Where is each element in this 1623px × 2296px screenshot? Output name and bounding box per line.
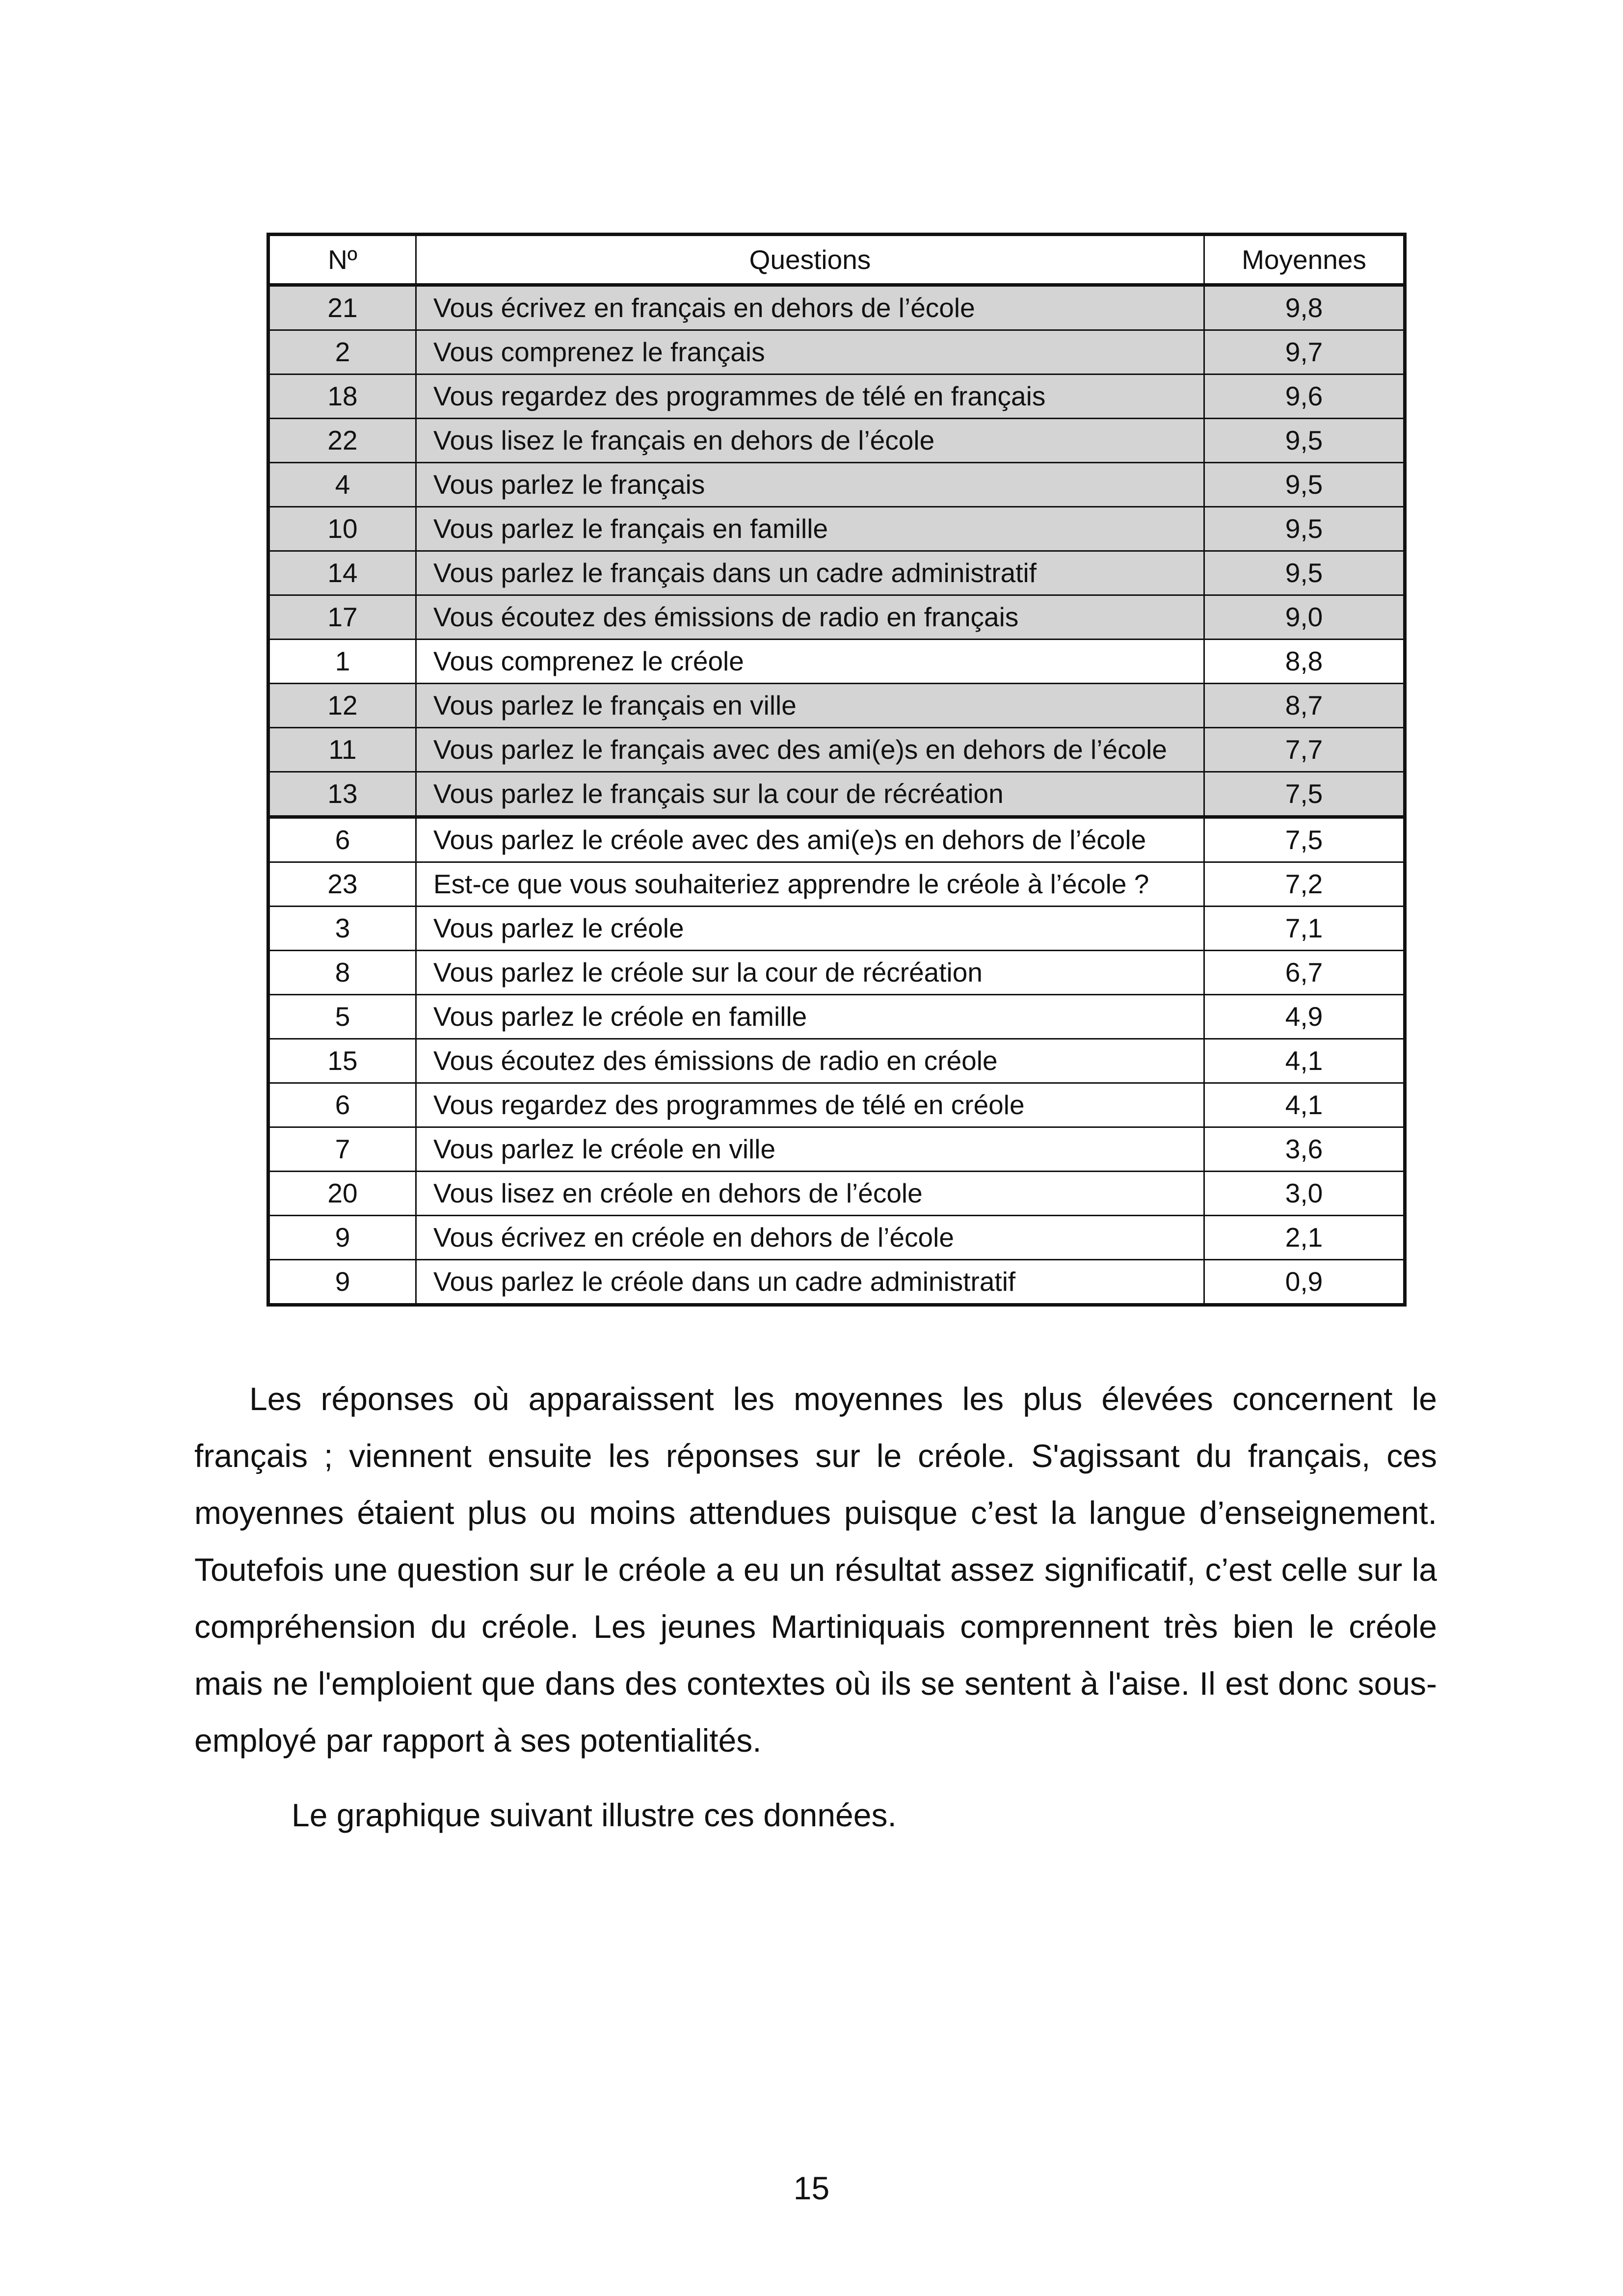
row-number: 6 <box>268 1083 416 1127</box>
row-question: Vous parlez le français en famille <box>416 507 1204 551</box>
row-number: 13 <box>268 772 416 817</box>
row-question: Vous parlez le français dans un cadre administratif <box>416 551 1204 595</box>
row-question: Vous parlez le français sur la cour de récréation <box>416 772 1204 817</box>
row-question: Vous parlez le créole dans un cadre administratif <box>416 1260 1204 1305</box>
row-question: Vous écrivez en français en dehors de l’école <box>416 285 1204 330</box>
row-number: 11 <box>268 728 416 772</box>
header-mean: Moyennes <box>1204 235 1405 285</box>
table-header-row <box>268 235 1405 285</box>
row-number: 14 <box>268 551 416 595</box>
table-row <box>268 463 1405 507</box>
table-row <box>268 995 1405 1039</box>
table-row <box>268 728 1405 772</box>
table-row <box>268 862 1405 907</box>
row-number: 22 <box>268 419 416 463</box>
row-mean: 4,1 <box>1204 1083 1405 1127</box>
row-number: 9 <box>268 1260 416 1305</box>
paragraph-analysis: Les réponses où apparaissent les moyennes les plus élevées concernent le français ; viennent ensuite les réponses sur le créole. S'agissant du français, ces moyennes étaient plus ou moins attendues puisque c’est la langue d’enseignement. Toutefois une question sur le créole a eu un résultat assez significatif, c’est celle sur la compréhension du créole. Les jeunes Martiniquais comprennent très bien le créole mais ne l'emploient que dans des contextes où ils se sentent à l'aise. Il est donc sous-employé par rapport à ses potentialités. <box>194 1381 1437 1759</box>
header-question: Questions <box>416 235 1204 285</box>
survey-results-table <box>266 233 1407 1307</box>
row-question: Vous écoutez des émissions de radio en français <box>416 595 1204 640</box>
row-mean: 3,6 <box>1204 1127 1405 1172</box>
page-number: 15 <box>793 2170 830 2206</box>
row-number: 3 <box>268 907 416 951</box>
table-row <box>268 817 1405 862</box>
table-row <box>268 595 1405 640</box>
row-question: Vous parlez le français en ville <box>416 684 1204 728</box>
table-row <box>268 772 1405 817</box>
row-number: 17 <box>268 595 416 640</box>
row-mean: 3,0 <box>1204 1172 1405 1216</box>
row-question: Est-ce que vous souhaiteriez apprendre le créole à l’école ? <box>416 862 1204 907</box>
row-mean: 8,8 <box>1204 640 1405 684</box>
table-row <box>268 507 1405 551</box>
row-number: 7 <box>268 1127 416 1172</box>
row-question: Vous parlez le créole avec des ami(e)s en dehors de l’école <box>416 817 1204 862</box>
table-row <box>268 551 1405 595</box>
table-row <box>268 419 1405 463</box>
table-row <box>268 1260 1405 1305</box>
table-row <box>268 951 1405 995</box>
table-row <box>268 1172 1405 1216</box>
row-number: 21 <box>268 285 416 330</box>
table-row <box>268 1216 1405 1260</box>
row-number: 8 <box>268 951 416 995</box>
row-question: Vous regardez des programmes de télé en créole <box>416 1083 1204 1127</box>
row-question: Vous comprenez le créole <box>416 640 1204 684</box>
table-body <box>268 285 1405 1305</box>
row-number: 12 <box>268 684 416 728</box>
row-mean: 9,8 <box>1204 285 1405 330</box>
row-number: 20 <box>268 1172 416 1216</box>
row-mean: 7,7 <box>1204 728 1405 772</box>
row-mean: 9,0 <box>1204 595 1405 640</box>
header-number: Nº <box>268 235 416 285</box>
row-mean: 6,7 <box>1204 951 1405 995</box>
row-mean: 2,1 <box>1204 1216 1405 1260</box>
row-question: Vous parlez le créole sur la cour de récréation <box>416 951 1204 995</box>
row-mean: 8,7 <box>1204 684 1405 728</box>
row-number: 4 <box>268 463 416 507</box>
row-number: 1 <box>268 640 416 684</box>
row-mean: 9,6 <box>1204 374 1405 419</box>
row-number: 9 <box>268 1216 416 1260</box>
row-question: Vous écrivez en créole en dehors de l’école <box>416 1216 1204 1260</box>
row-mean: 4,1 <box>1204 1039 1405 1083</box>
table-row <box>268 1127 1405 1172</box>
table-row <box>268 1083 1405 1127</box>
row-question: Vous parlez le français avec des ami(e)s en dehors de l’école <box>416 728 1204 772</box>
row-mean: 7,5 <box>1204 817 1405 862</box>
paragraph-graph-intro: Le graphique suivant illustre ces données. <box>292 1797 897 1833</box>
row-mean: 9,5 <box>1204 463 1405 507</box>
row-question: Vous parlez le français <box>416 463 1204 507</box>
row-mean: 7,2 <box>1204 862 1405 907</box>
row-question: Vous lisez le français en dehors de l’école <box>416 419 1204 463</box>
row-question: Vous regardez des programmes de télé en français <box>416 374 1204 419</box>
table-row <box>268 285 1405 330</box>
row-question: Vous parlez le créole en famille <box>416 995 1204 1039</box>
row-number: 5 <box>268 995 416 1039</box>
row-mean: 9,5 <box>1204 507 1405 551</box>
row-question: Vous parlez le créole en ville <box>416 1127 1204 1172</box>
row-mean: 0,9 <box>1204 1260 1405 1305</box>
row-mean: 4,9 <box>1204 995 1405 1039</box>
row-question: Vous lisez en créole en dehors de l’école <box>416 1172 1204 1216</box>
row-question: Vous parlez le créole <box>416 907 1204 951</box>
row-number: 23 <box>268 862 416 907</box>
row-question: Vous comprenez le français <box>416 330 1204 374</box>
row-mean: 7,5 <box>1204 772 1405 817</box>
table-row <box>268 907 1405 951</box>
row-number: 18 <box>268 374 416 419</box>
table-row <box>268 1039 1405 1083</box>
row-mean: 9,5 <box>1204 419 1405 463</box>
row-question: Vous écoutez des émissions de radio en créole <box>416 1039 1204 1083</box>
row-number: 10 <box>268 507 416 551</box>
table-row <box>268 684 1405 728</box>
row-number: 2 <box>268 330 416 374</box>
table-row <box>268 330 1405 374</box>
table-row <box>268 374 1405 419</box>
table-row <box>268 640 1405 684</box>
row-mean: 9,5 <box>1204 551 1405 595</box>
row-number: 15 <box>268 1039 416 1083</box>
row-mean: 7,1 <box>1204 907 1405 951</box>
row-mean: 9,7 <box>1204 330 1405 374</box>
row-number: 6 <box>268 817 416 862</box>
